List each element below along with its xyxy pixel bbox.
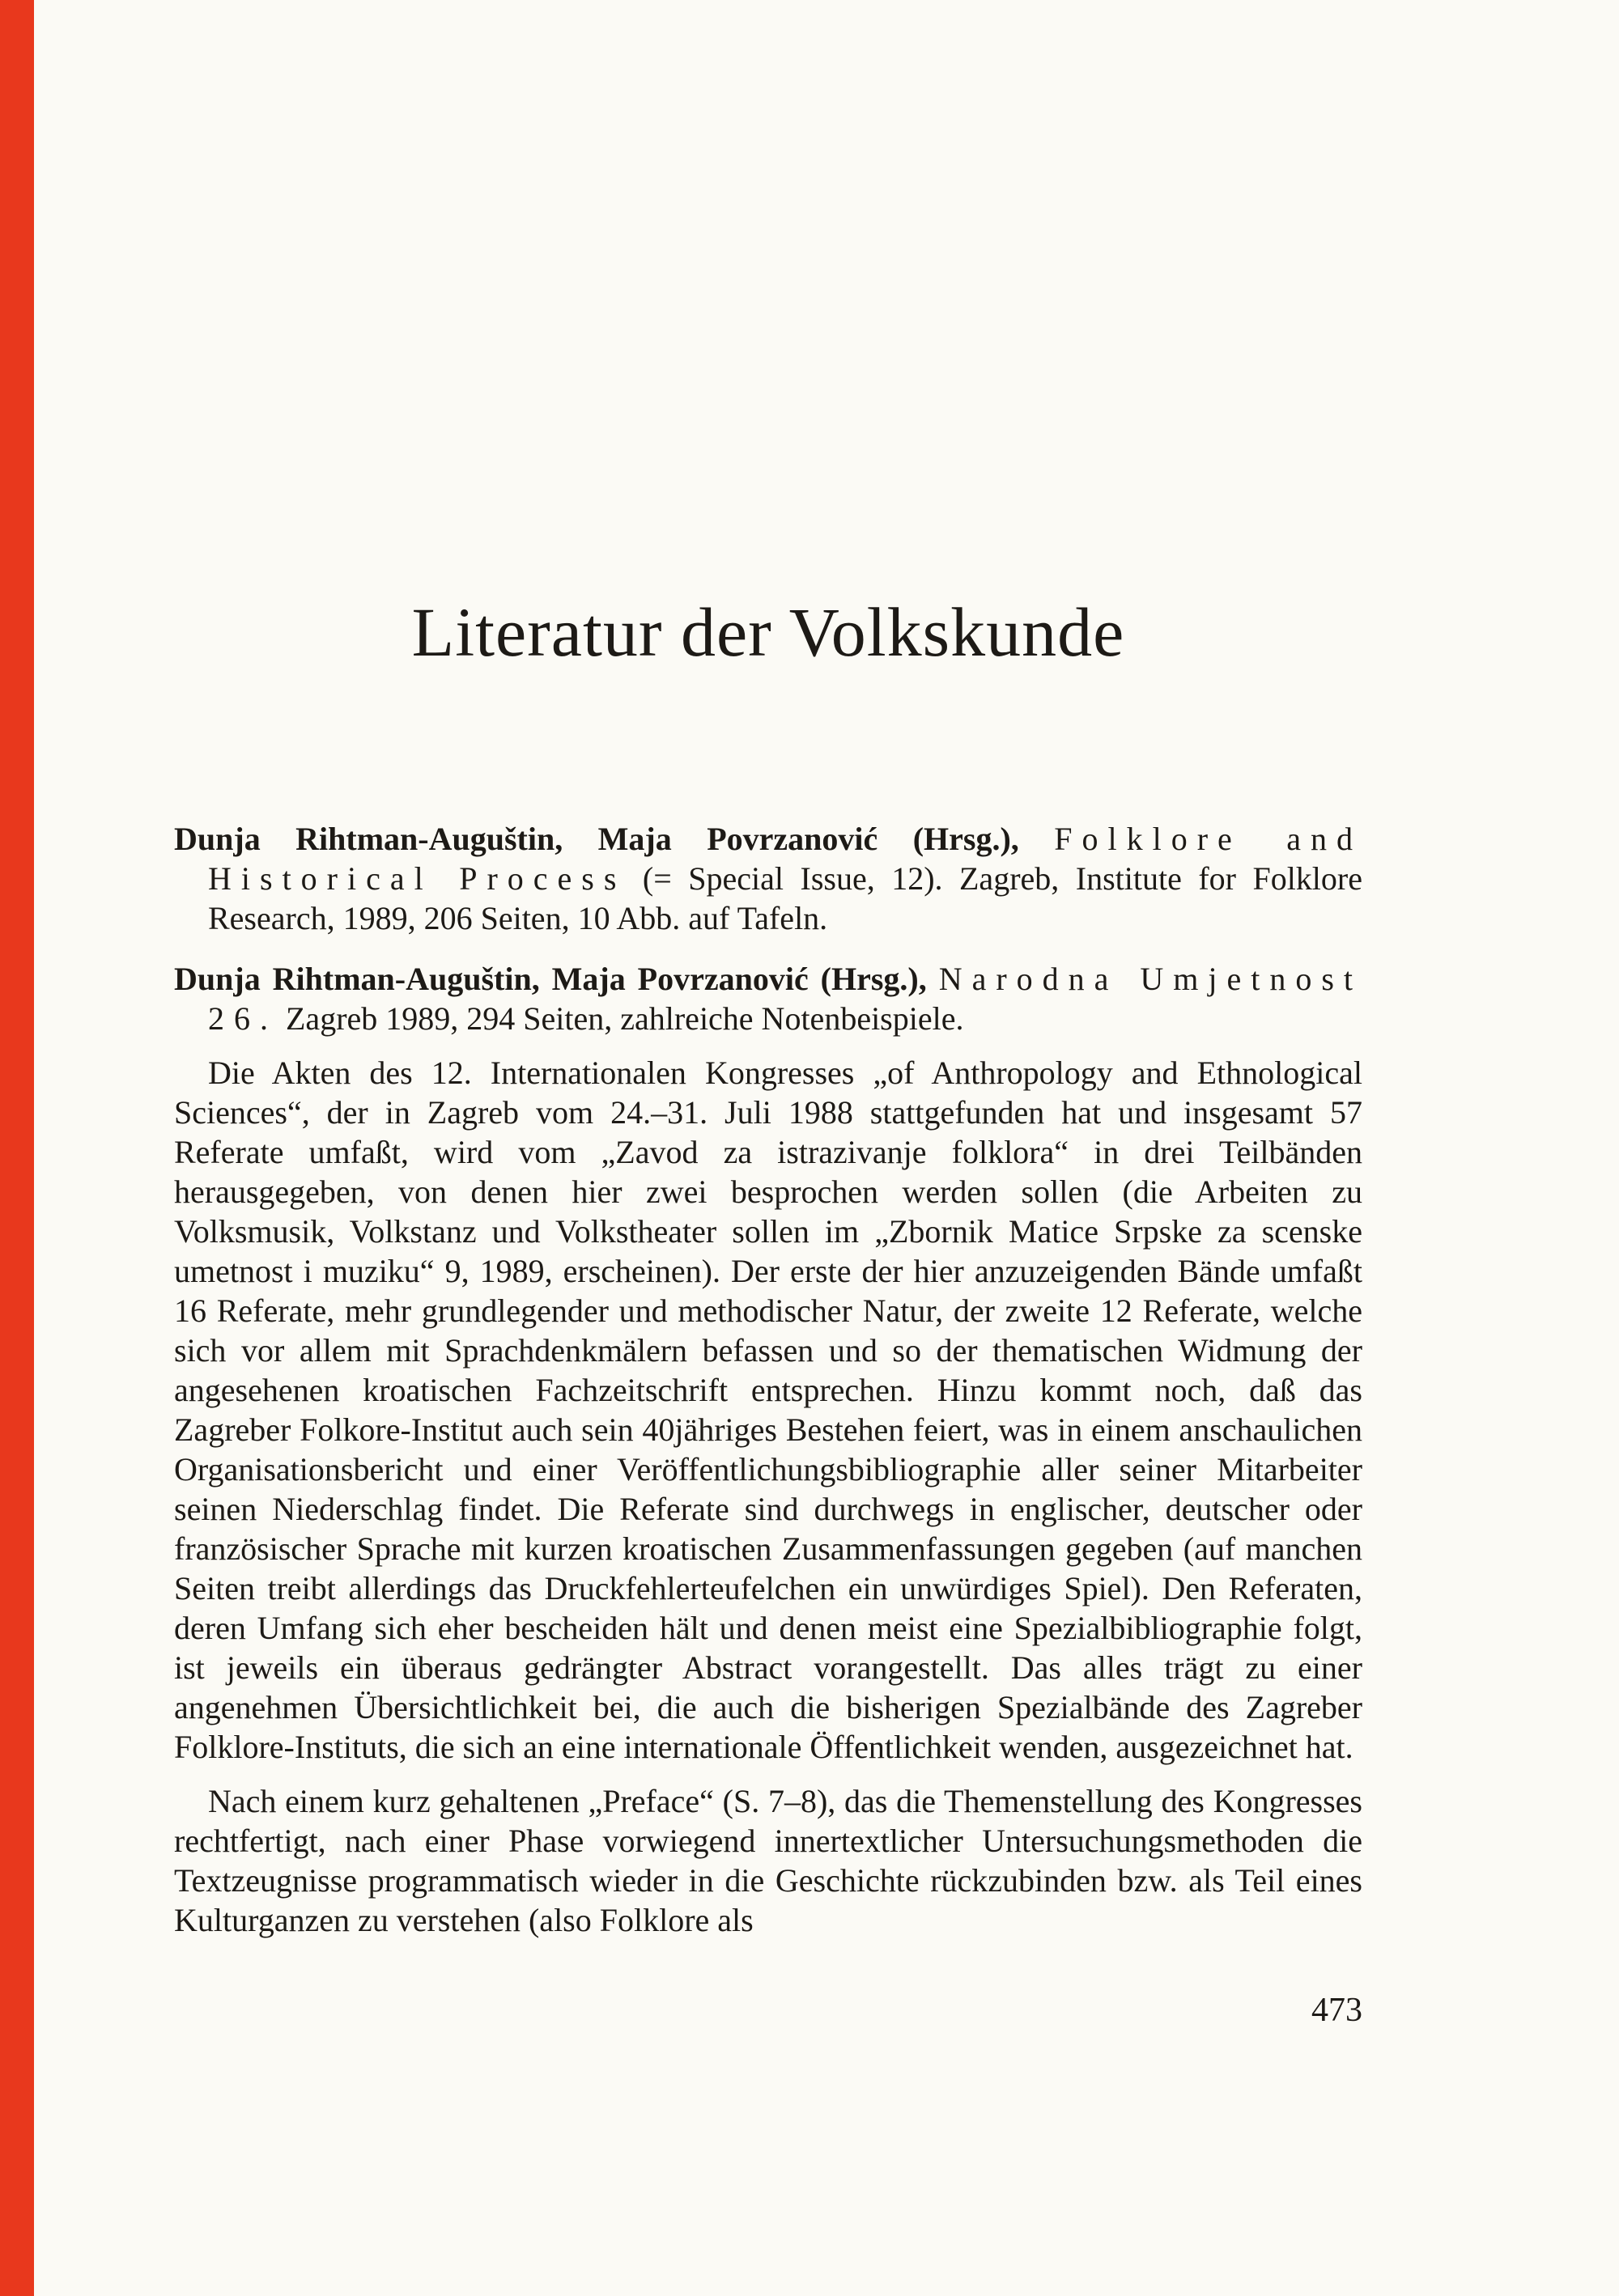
entry-authors: Dunja Rihtman-Auguštin, Maja Povrzanović (Hrsg.), <box>174 961 927 997</box>
page-title: Literatur der Volkskunde <box>411 593 1125 671</box>
page-content <box>174 0 1362 2027</box>
entry-details: (= Special Issue, 12). Zagreb, Institute for Folklore Research, 1989, 206 Seiten, 10 Abb. auf Tafeln. <box>208 860 1362 936</box>
body-paragraph: Nach einem kurz gehaltenen „Preface“ (S. 7–8), das die Themenstellung des Kongresses rechtfertigt, nach einer Phase vorwiegend innertextlicher Untersuchungsmethoden die Textzeugnisse programmatisch wieder in die Geschichte rückzubinden bzw. als Teil eines Kulturganzen zu verstehen (also Folklore als <box>174 1783 1362 1938</box>
entry-details: Zagreb 1989, 294 Seiten, zahlreiche Notenbeispiele. <box>286 1000 964 1037</box>
entry-spaced-title: Narodna Umjetnost 26. <box>208 961 1363 1037</box>
page-number: 473 <box>1311 1992 1362 2029</box>
body-paragraph: Die Akten des 12. Internationalen Kongresses „of Anthropology and Ethnological Sciences“, der in Zagreb vom 24.–31. Juli 1988 stattgefunden hat und insgesamt 57 Referate umfaßt, wird vom „Zavod za istrazivanje folklora“ in drei Teilbänden herausgegeben, von denen hier zwei besprochen werden sollen (die Arbeiten zu Volksmusik, Volkstanz und Volkstheater sollen im „Zbornik Matice Srpske za scenske umetnost i muziku“ 9, 1989, erscheinen). Der erste der hier anzuzeigenden Bände umfaßt 16 Referate, mehr grundlegender und methodischer Natur, der zweite 12 Referate, welche sich vor allem mit Sprachdenkmälern befassen und so der thematischen Widmung der angesehenen kroatischen Fachzeitschrift entsprechen. Hinzu kommt noch, daß das Zagreber Folkore-Institut auch sein 40jähriges Bestehen feiert, was in einem anschaulichen Organisationsbericht und einer Veröffentlichungsbibliographie aller seiner Mitarbeiter seinen Niederschlag findet. Die Referate sind durchwegs in englischer, deutscher oder französischer Sprache mit kurzen kroatischen Zusammenfassungen gegeben (auf manchen Seiten treibt allerdings das Druckfehlerteufelchen ein unwürdiges Spiel). Den Referaten, deren Umfang sich eher bescheiden hält und denen meist eine Spezialbibliographie folgt, ist jeweils ein überaus gedrängter Abstract vorangestellt. Das alles trägt zu einer angenehmen Übersichtlichkeit bei, die auch die bisherigen Spezialbände des Zagreber Folklore-Instituts, die sich an eine internationale Öffentlichkeit wenden, ausgezeichnet hat. <box>174 1055 1362 1765</box>
bibliography-entry <box>174 819 1362 938</box>
book-edge-strip <box>0 0 34 2296</box>
entry-authors: Dunja Rihtman-Auguštin, Maja Povrzanović (Hrsg.), <box>174 821 1019 857</box>
entry-spaced-title: Folklore and Historical Process <box>208 821 1363 897</box>
bibliography-entry <box>174 959 1362 1038</box>
